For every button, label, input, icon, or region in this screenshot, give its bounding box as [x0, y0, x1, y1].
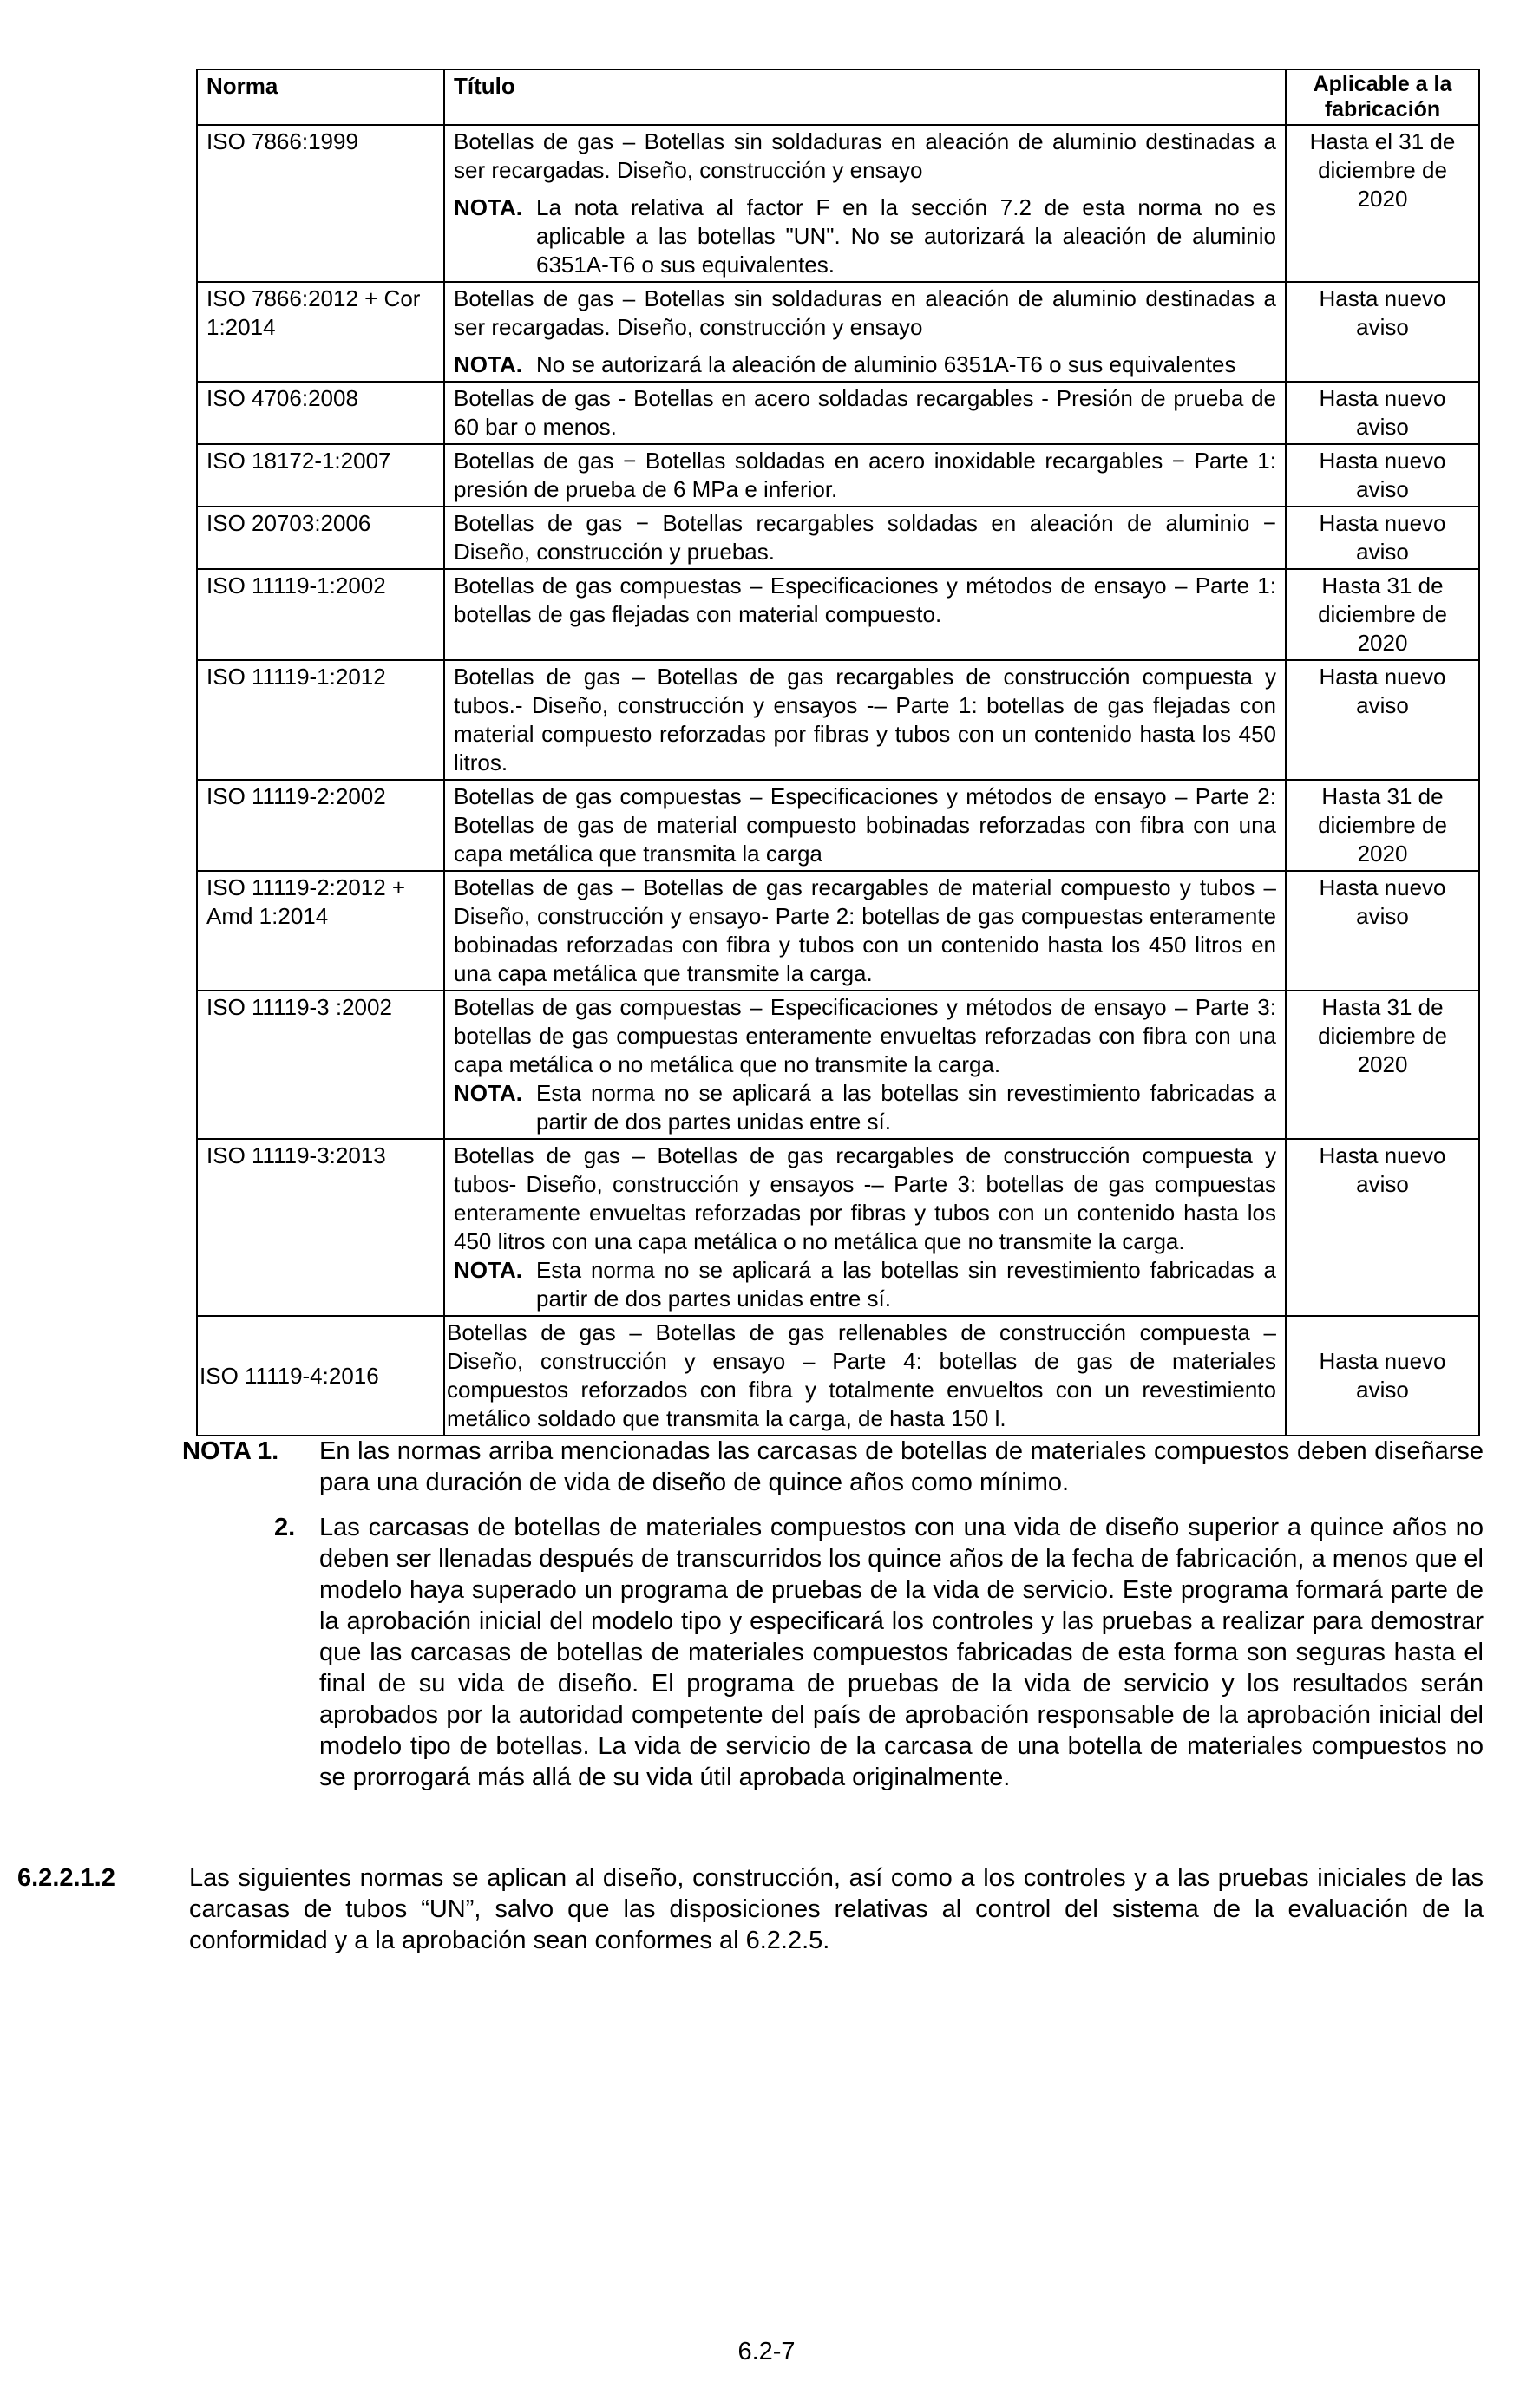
header-titulo: Título: [444, 69, 1286, 125]
titulo-cell: [444, 991, 1286, 1139]
norma-cell: ISO 11119-4:2016: [197, 1316, 444, 1436]
titulo-cell: Botellas de gas − Botellas soldadas en acero inoxidable recargables − Parte 1: presión de prueba de 6 MPa e inferior.: [444, 444, 1286, 507]
titulo-text: Botellas de gas – Botellas de gas recargables de construcción compuesta y tubos- Diseño, construcción y ensayos -– Parte 3: botellas de gas compuestas enteramente envueltas reforzadas por fibras y tubos con un contenido hasta los 450 litros con una capa metálica o no metálica que no transmite la carga.: [454, 1142, 1276, 1254]
table-header-row: [197, 69, 1479, 125]
note-text: Esta norma no se aplicará a las botellas sin revestimiento fabricadas a partir de dos partes unidas entre sí.: [536, 1257, 1276, 1312]
aplicable-cell: Hasta nuevo aviso: [1286, 282, 1479, 382]
table-row: [197, 871, 1479, 991]
titulo-note: [454, 193, 1276, 279]
aplicable-cell: Hasta el 31 de diciembre de 2020: [1286, 125, 1479, 282]
titulo-cell: Botellas de gas – Botellas de gas recargables de material compuesto y tubos – Diseño, construcción y ensayo- Parte 2: botellas de gas compuestas enteramente bobinadas reforzadas con fibra y tubos con un contenido hasta los 450 litros en una capa metálica que transmite la carga.: [444, 871, 1286, 991]
titulo-text: Botellas de gas compuestas – Especificaciones y métodos de ensayo – Parte 3: botellas de gas compuestas enteramente envueltas reforzadas con fibra con una capa metálica o no metálica que no transmite la carga.: [454, 994, 1276, 1077]
note-2-text: Las carcasas de botellas de materiales compuestos con una vida de diseño superior a quince años no deben ser llenadas después de transcurridos los quince años de la fecha de fabricación, a menos que el modelo haya superado un programa de pruebas de la vida de servicio. Este programa formará parte de la aprobación inicial del modelo tipo y especificará los controles y las pruebas a realizar para demostrar que las carcasas de botellas de materiales compuestos fabricadas de esta forma son seguras hasta el final de su vida de diseño. El programa de pruebas de la vida de servicio y los resultados serán aprobados por la autoridad competente del país de aprobación responsable de la aprobación inicial del modelo tipo de botellas. La vida de servicio de la carcasa de una botella de materiales compuestos no se prorrogará más allá de su vida útil aprobada originalmente.: [319, 1514, 1484, 1791]
table-row: [197, 282, 1479, 382]
aplicable-cell: Hasta nuevo aviso: [1286, 444, 1479, 507]
table-row: [197, 1316, 1479, 1436]
norma-cell: ISO 7866:2012 + Cor 1:2014: [197, 282, 444, 382]
note-1-label: NOTA 1.: [182, 1437, 279, 1465]
note-label: NOTA.: [454, 351, 522, 377]
note-text: La nota relativa al factor F en la sección 7.2 de esta norma no es aplicable a las botellas "UN". No se autorizará la aleación de aluminio 6351A-T6 o sus equivalentes.: [536, 194, 1276, 278]
note-2-label: 2.: [274, 1514, 296, 1541]
aplicable-cell: Hasta nuevo aviso: [1286, 1139, 1479, 1316]
note-2: [182, 1512, 1484, 1793]
titulo-note: [454, 1079, 1276, 1136]
standards-table: [196, 69, 1480, 1436]
norma-cell: ISO 7866:1999: [197, 125, 444, 282]
note-1: [182, 1436, 1484, 1498]
page-number: 6.2-7: [737, 2338, 796, 2365]
table-row: [197, 780, 1479, 871]
table-row: [197, 125, 1479, 282]
titulo-text: Botellas de gas – Botellas sin soldaduras en aleación de aluminio destinadas a ser recargadas. Diseño, construcción y ensayo: [454, 285, 1276, 340]
titulo-cell: Botellas de gas compuestas – Especificaciones y métodos de ensayo – Parte 1: botellas de gas flejadas con material compuesto.: [444, 569, 1286, 660]
note-text: No se autorizará la aleación de aluminio 6351A-T6 o sus equivalentes: [536, 351, 1236, 377]
paragraph-number: 6.2.2.1.2: [17, 1864, 115, 1892]
titulo-note: [454, 350, 1276, 379]
aplicable-cell: Hasta nuevo aviso: [1286, 871, 1479, 991]
aplicable-cell: Hasta 31 de diciembre de 2020: [1286, 569, 1479, 660]
aplicable-cell: Hasta nuevo aviso: [1286, 382, 1479, 444]
table-row: [197, 991, 1479, 1139]
titulo-note: [454, 1256, 1276, 1313]
table-row: [197, 660, 1479, 780]
norma-cell: ISO 11119-1:2012: [197, 660, 444, 780]
norma-cell: ISO 11119-1:2002: [197, 569, 444, 660]
aplicable-cell: Hasta 31 de diciembre de 2020: [1286, 780, 1479, 871]
titulo-cell: [444, 125, 1286, 282]
titulo-text: Botellas de gas – Botellas sin soldaduras en aleación de aluminio destinadas a ser recargadas. Diseño, construcción y ensayo: [454, 128, 1276, 183]
table-row: [197, 507, 1479, 569]
table-row: [197, 382, 1479, 444]
titulo-cell: Botellas de gas − Botellas recargables soldadas en aleación de aluminio − Diseño, construcción y pruebas.: [444, 507, 1286, 569]
norma-cell: ISO 11119-2:2012 + Amd 1:2014: [197, 871, 444, 991]
header-norma: Norma: [197, 69, 444, 125]
titulo-cell: Botellas de gas – Botellas de gas rellenables de construcción compuesta – Diseño, construcción y ensayo – Parte 4: botellas de gas de materiales compuestos reforzados con fibra y totalmente envueltos con un revestimiento metálico soldado que transmita la carga, de hasta 150 l.: [444, 1316, 1286, 1436]
paragraph-6-2-2-1-2: [17, 1862, 1484, 1956]
norma-cell: ISO 20703:2006: [197, 507, 444, 569]
aplicable-cell: Hasta nuevo aviso: [1286, 507, 1479, 569]
notes-section: [182, 1436, 1484, 1793]
titulo-cell: Botellas de gas compuestas – Especificaciones y métodos de ensayo – Parte 2: Botellas de gas de material compuesto bobinadas reforzadas con fibra con una capa metálica que transmita la carga: [444, 780, 1286, 871]
norma-cell: ISO 11119-2:2002: [197, 780, 444, 871]
norma-cell: ISO 4706:2008: [197, 382, 444, 444]
titulo-cell: Botellas de gas - Botellas en acero soldadas recargables - Presión de prueba de 60 bar o menos.: [444, 382, 1286, 444]
titulo-cell: Botellas de gas – Botellas de gas recargables de construcción compuesta y tubos.- Diseño, construcción y ensayos -– Parte 1: botellas de gas flejadas con material compuesto reforzadas por fibras y tubos con un contenido hasta los 450 litros.: [444, 660, 1286, 780]
norma-cell: ISO 11119-3:2013: [197, 1139, 444, 1316]
table-row: [197, 444, 1479, 507]
titulo-cell: [444, 1139, 1286, 1316]
norma-cell: ISO 11119-3 :2002: [197, 991, 444, 1139]
aplicable-cell: Hasta 31 de diciembre de 2020: [1286, 991, 1479, 1139]
note-label: NOTA.: [454, 1257, 522, 1283]
table-row: [197, 569, 1479, 660]
note-1-text: En las normas arriba mencionadas las carcasas de botellas de materiales compuestos deben diseñarse para una duración de vida de diseño de quince años como mínimo.: [319, 1437, 1484, 1496]
header-aplicable: Aplicable a la fabricación: [1286, 69, 1479, 125]
note-label: NOTA.: [454, 1080, 522, 1106]
paragraph-text: Las siguientes normas se aplican al diseño, construcción, así como a los controles y a las pruebas iniciales de las carcasas de tubos “UN”, salvo que las disposiciones relativas al control del sistema de la evaluación de la conformidad y a la aprobación sean conformes al 6.2.2.5.: [189, 1864, 1484, 1954]
table-row: [197, 1139, 1479, 1316]
note-text: Esta norma no se aplicará a las botellas sin revestimiento fabricadas a partir de dos partes unidas entre sí.: [536, 1080, 1276, 1135]
titulo-cell: [444, 282, 1286, 382]
note-label: NOTA.: [454, 194, 522, 220]
aplicable-cell: Hasta nuevo aviso: [1286, 1316, 1479, 1436]
norma-cell: ISO 18172-1:2007: [197, 444, 444, 507]
aplicable-cell: Hasta nuevo aviso: [1286, 660, 1479, 780]
